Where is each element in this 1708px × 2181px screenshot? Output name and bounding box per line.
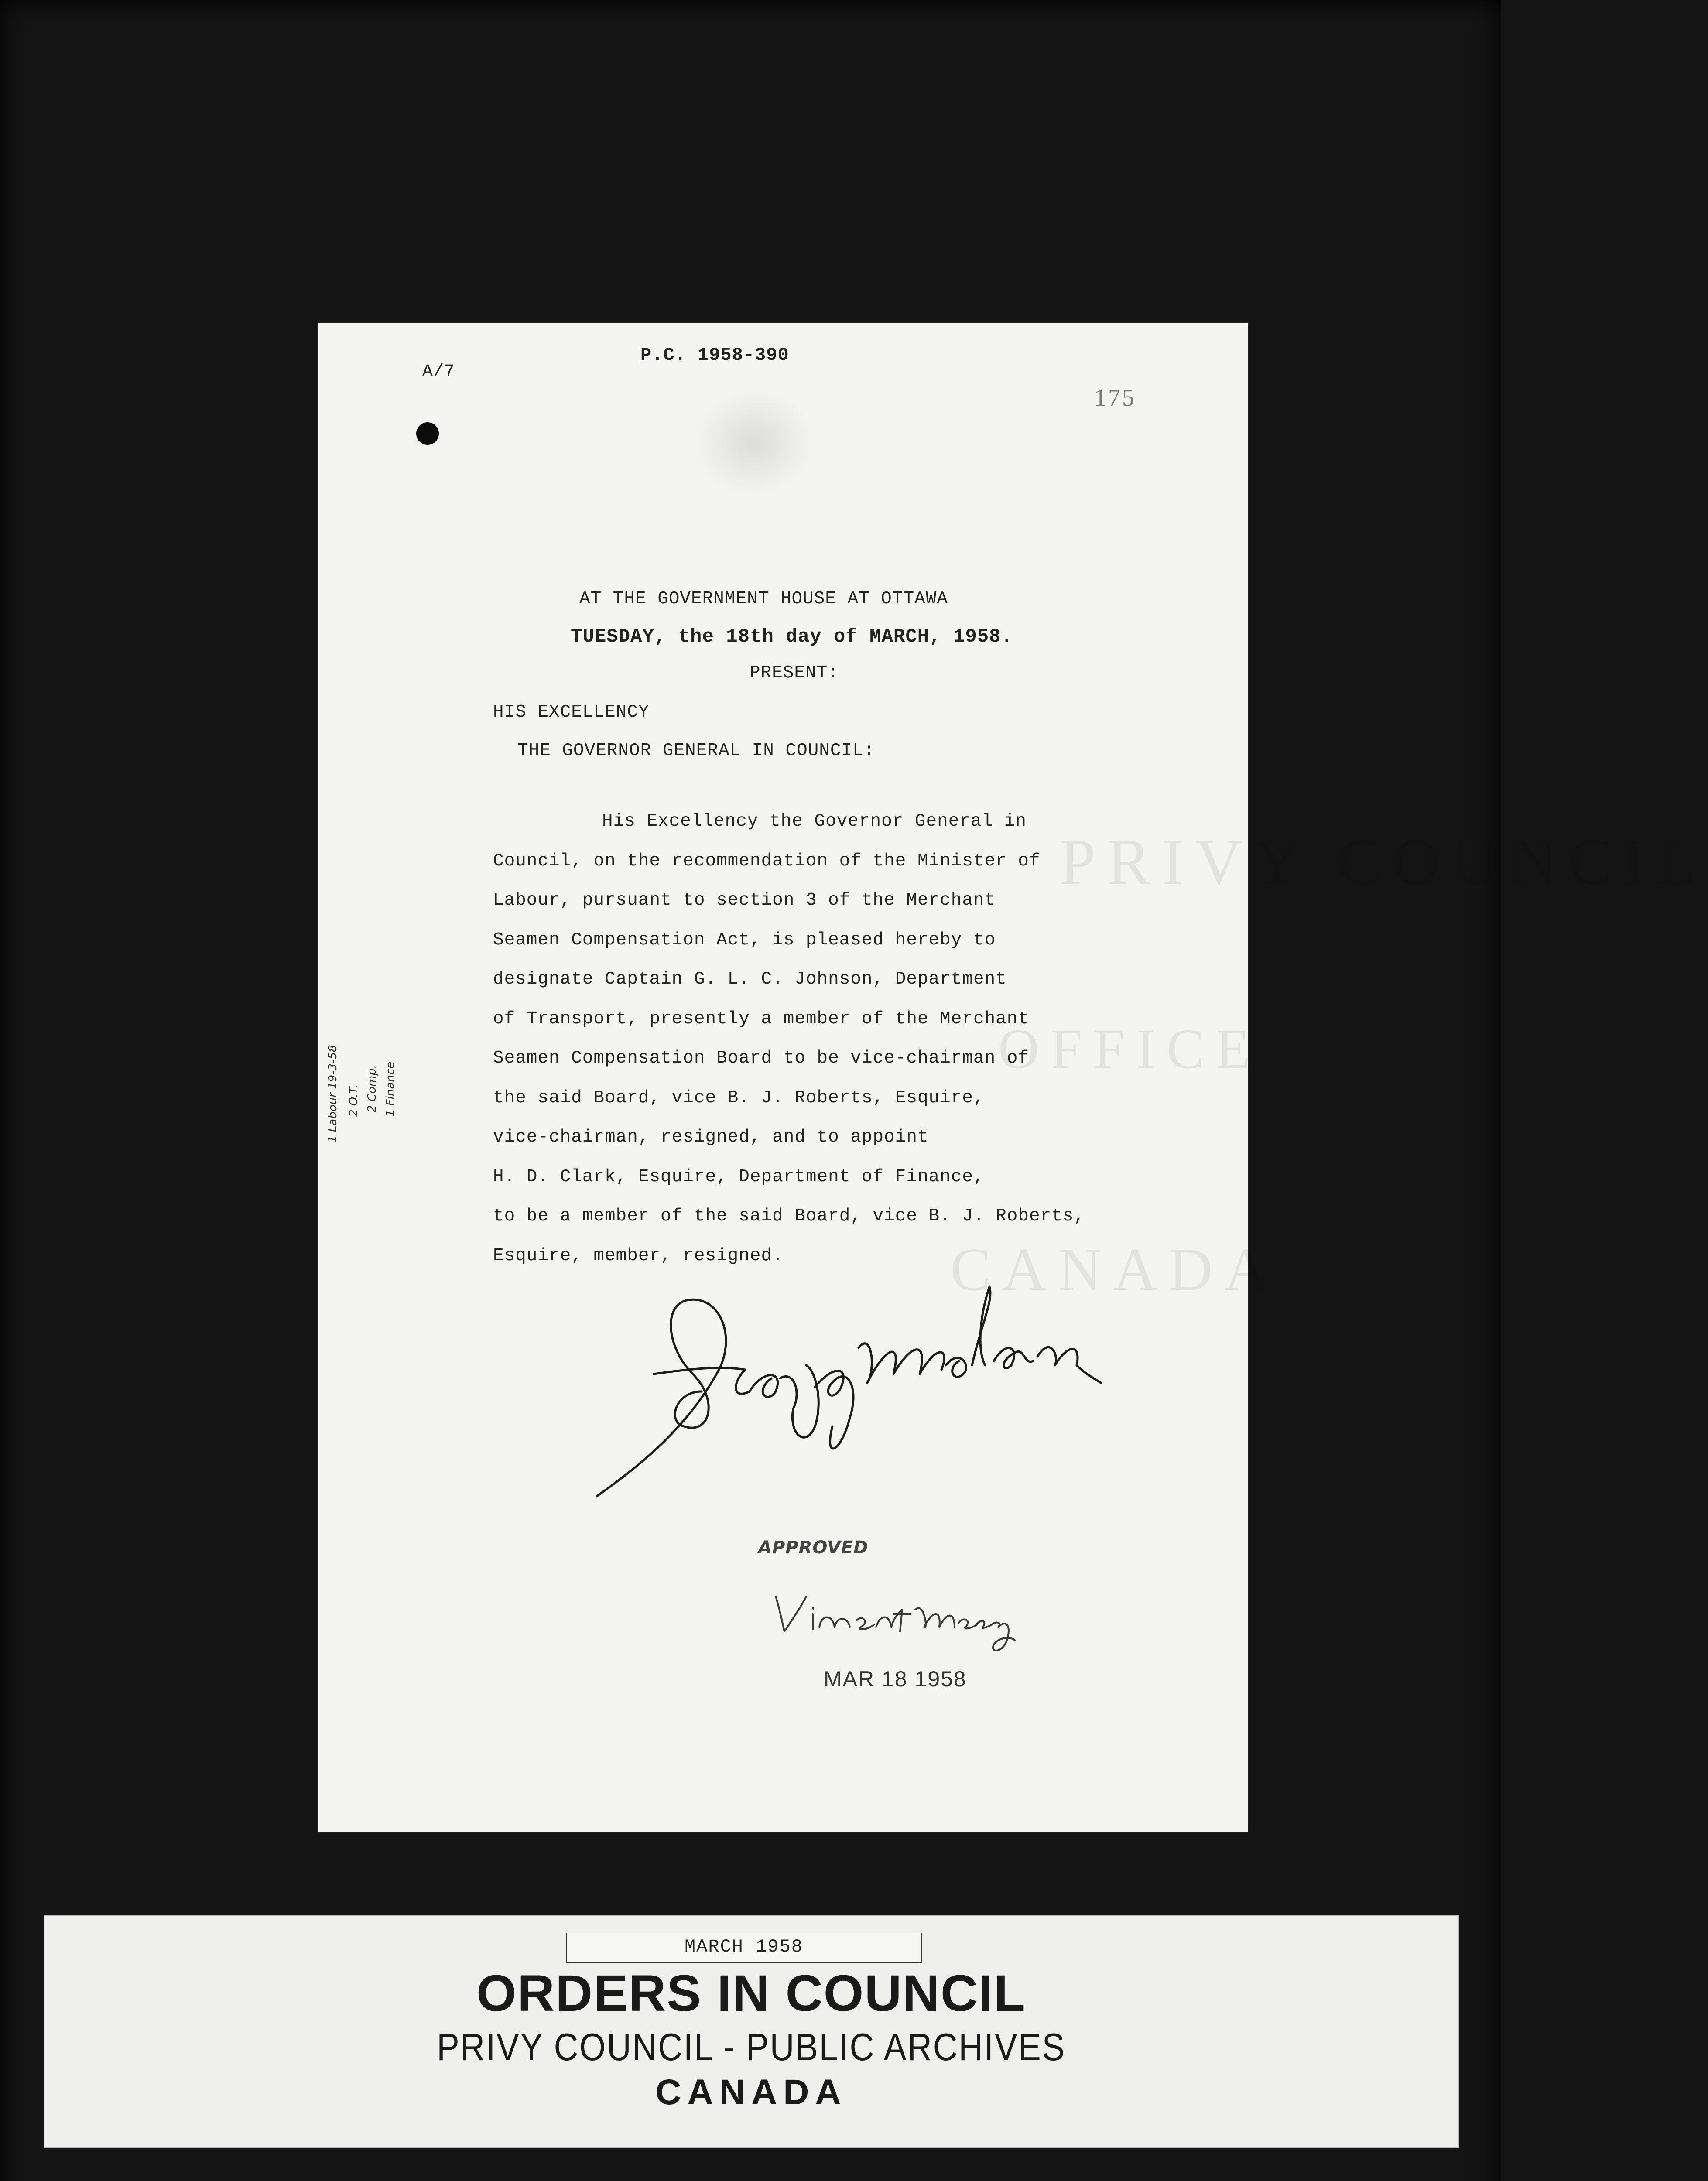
page-number: 175 bbox=[1094, 384, 1136, 411]
body-line: Seamen Compensation Board to be vice-chairman of bbox=[493, 1048, 1029, 1068]
body-line: Esquire, member, resigned. bbox=[493, 1245, 784, 1266]
place-heading: AT THE GOVERNMENT HOUSE AT OTTAWA bbox=[579, 589, 948, 609]
label-country: CANADA bbox=[655, 2072, 847, 2112]
body-line: Council, on the recommendation of the Minister of bbox=[493, 851, 1041, 871]
label-month: MARCH 1958 bbox=[566, 1933, 922, 1963]
body-line: designate Captain G. L. C. Johnson, Department bbox=[493, 969, 1007, 989]
watermark-line-2: OFFICE bbox=[998, 1018, 1262, 1080]
governor-signature bbox=[771, 1583, 1016, 1658]
body-line: to be a member of the said Board, vice B. J. Roberts, bbox=[493, 1206, 1085, 1226]
order-body bbox=[493, 802, 1182, 1275]
present-label: PRESENT: bbox=[750, 663, 839, 683]
clerk-signature bbox=[588, 1261, 1103, 1505]
addressee-line-2: THE GOVERNOR GENERAL IN COUNCIL: bbox=[517, 741, 875, 761]
date-heading: TUESDAY, the 18th day of MARCH, 1958. bbox=[571, 626, 1013, 648]
body-line: H. D. Clark, Esquire, Department of Finance, bbox=[493, 1166, 985, 1187]
watermark-line-1: PRIVY COUNCIL bbox=[1059, 826, 1708, 898]
marginal-notes bbox=[318, 968, 418, 1143]
marginal-note: 2 O.T. bbox=[347, 1084, 360, 1117]
marginal-note: 1 Labour 19-3-58 bbox=[326, 1045, 339, 1143]
body-line: the said Board, vice B. J. Roberts, Esquire, bbox=[493, 1087, 985, 1108]
body-line: of Transport, presently a member of the Merchant bbox=[493, 1008, 1029, 1029]
order-number: P.C. 1958-390 bbox=[640, 345, 789, 366]
approval-date-stamp: MAR 18 1958 bbox=[824, 1667, 967, 1691]
archive-label bbox=[44, 1915, 1459, 2148]
document-sheet bbox=[318, 323, 1708, 1832]
file-reference: A/7 bbox=[422, 362, 455, 382]
embossed-seal bbox=[693, 388, 815, 497]
punch-hole bbox=[416, 422, 439, 445]
label-title: ORDERS IN COUNCIL bbox=[476, 1965, 1026, 2022]
body-line: Labour, pursuant to section 3 of the Merchant bbox=[493, 890, 996, 910]
marginal-note: 2 Comp. bbox=[366, 1065, 379, 1112]
addressee-line-1: HIS EXCELLENCY bbox=[493, 702, 650, 722]
body-line: vice-chairman, resigned, and to appoint bbox=[493, 1127, 929, 1147]
marginal-note: 1 Finance bbox=[384, 1061, 397, 1117]
watermark-line-3: CANADA bbox=[950, 1236, 1280, 1303]
label-subtitle: PRIVY COUNCIL - PUBLIC ARCHIVES bbox=[437, 2025, 1066, 2068]
body-line: Seamen Compensation Act, is pleased hereby to bbox=[493, 930, 996, 950]
body-line: His Excellency the Governor General in bbox=[602, 811, 1027, 831]
approved-stamp: APPROVED bbox=[758, 1538, 869, 1558]
